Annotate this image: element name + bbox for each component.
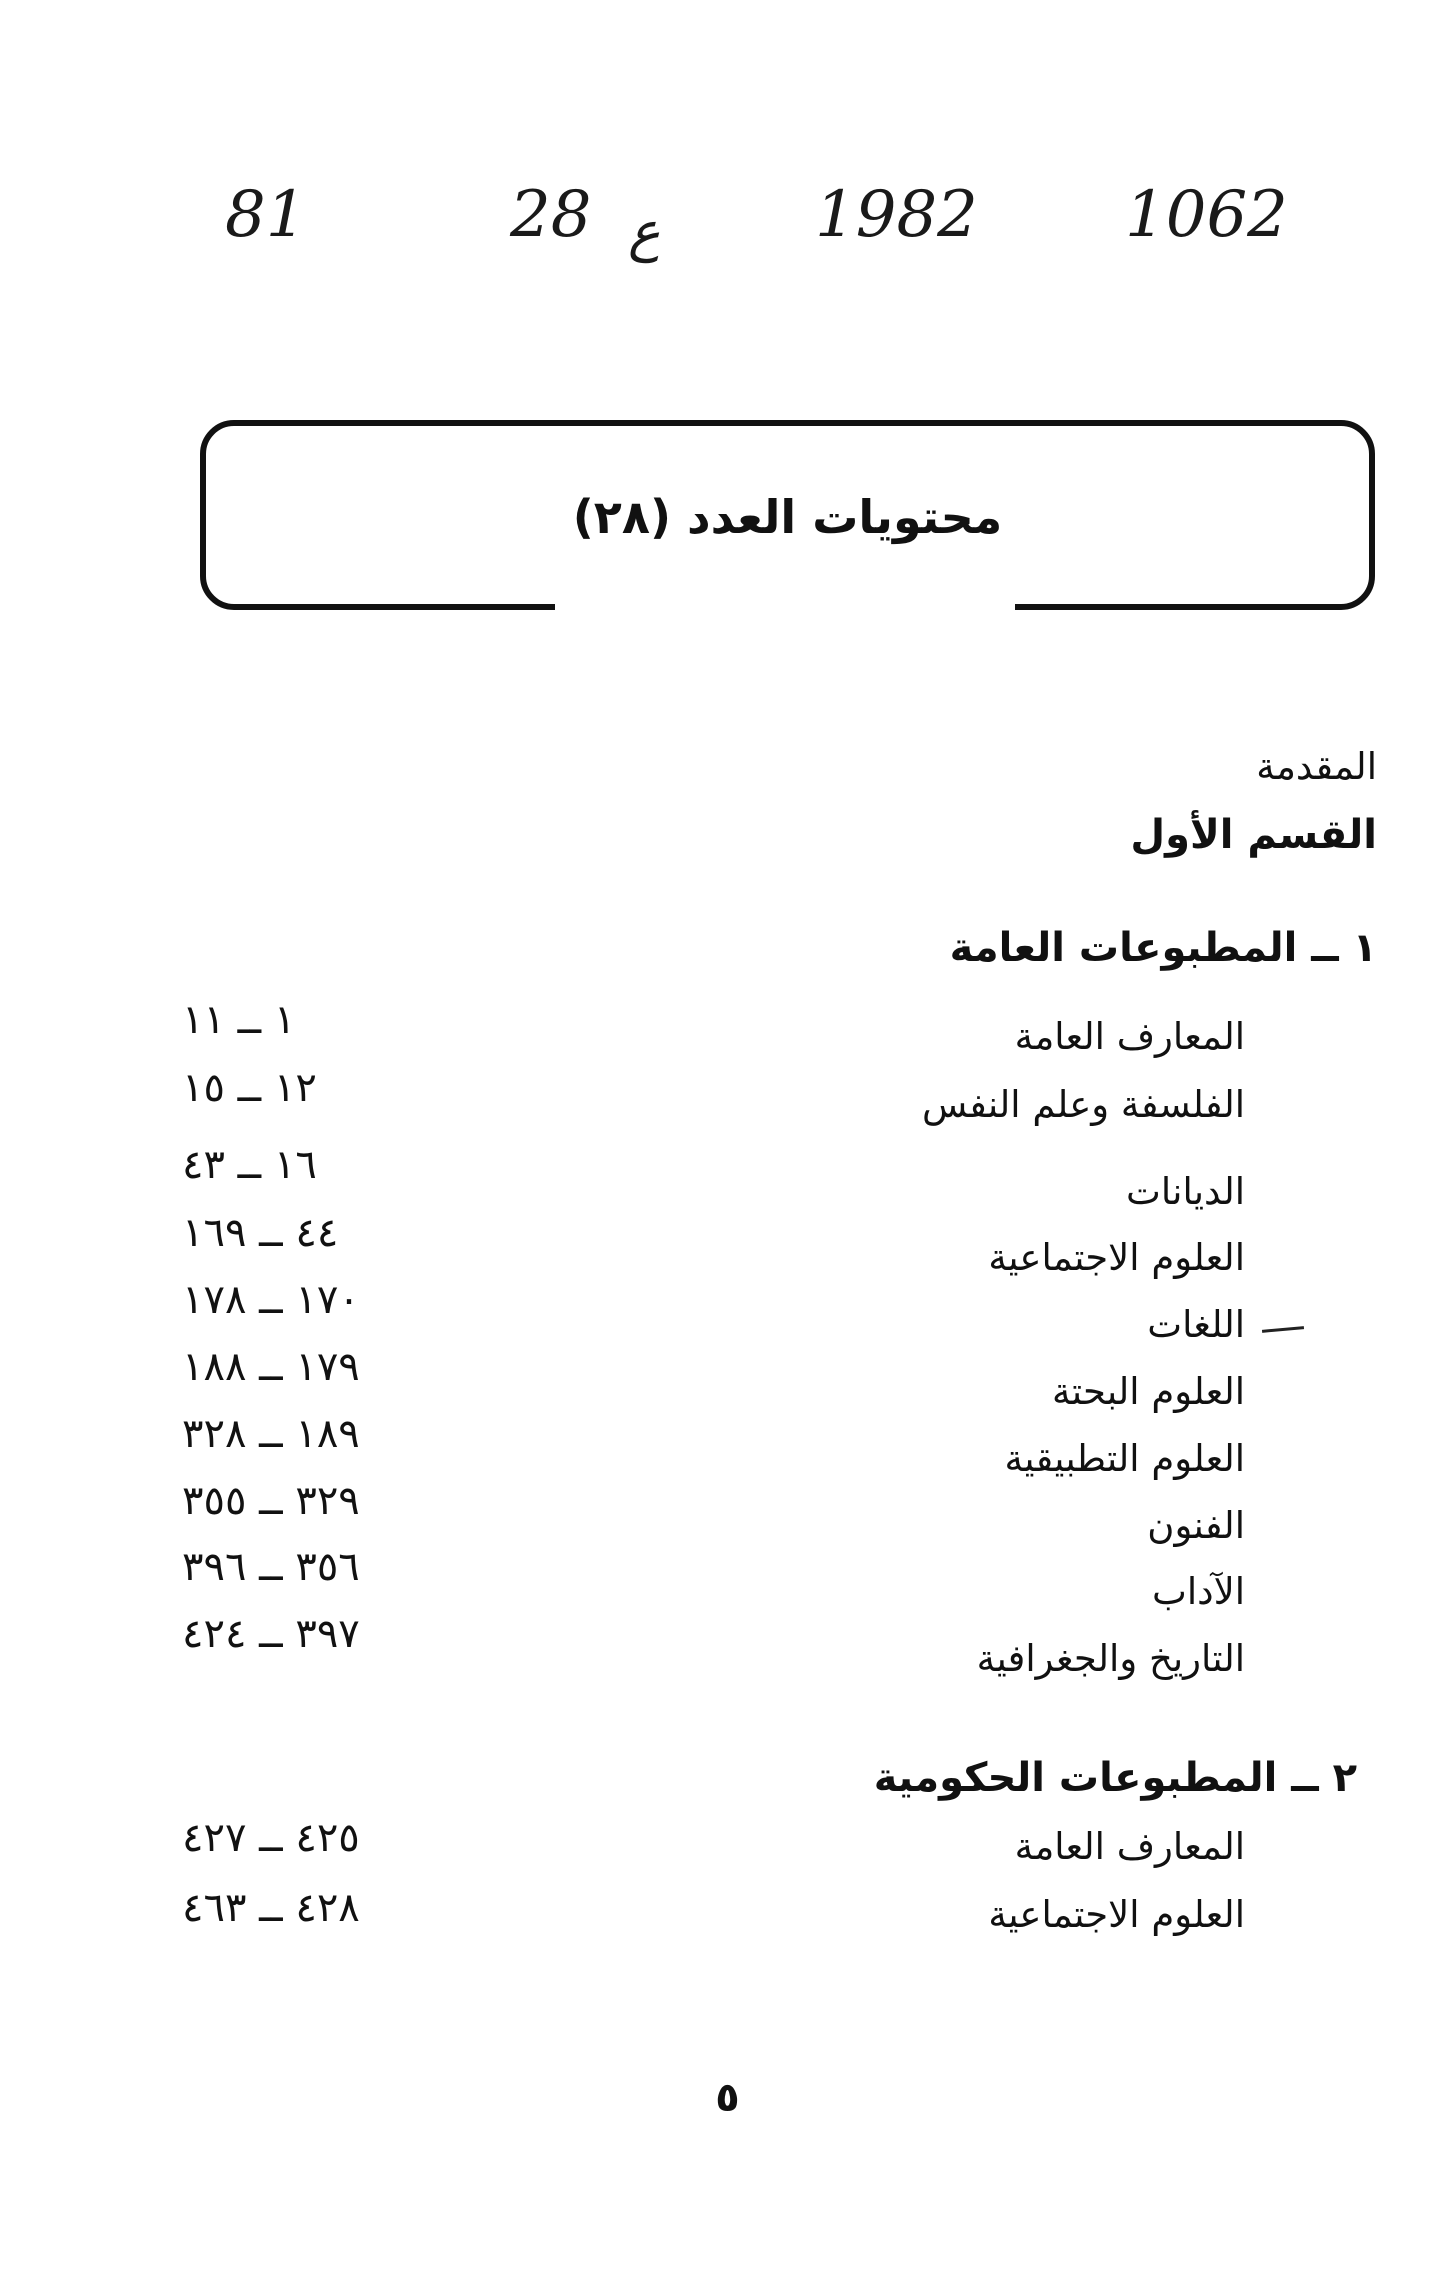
toc-page-range: ١٨٩ ــ ٣٢٨: [182, 1411, 360, 1457]
toc-row: [0, 1815, 1455, 1885]
toc-entry-label: الديانات: [1126, 1170, 1245, 1213]
toc-page-range: ١٦ ــ ٤٣: [182, 1142, 317, 1188]
toc-page-range: ٤٢٥ ــ ٤٢٧: [182, 1815, 360, 1861]
toc-page-range: ١٧٩ ــ ١٨٨: [182, 1344, 360, 1390]
page-number: ٥: [715, 2075, 740, 2121]
toc-entry-label: العلوم التطبيقية: [1004, 1437, 1245, 1480]
toc-entry-label: الفنون: [1147, 1504, 1245, 1547]
toc-entry-label: العلوم البحتة: [1051, 1370, 1245, 1413]
toc-page-range: ٤٤ ــ ١٦٩: [182, 1210, 339, 1256]
intro-entry: المقدمة: [1256, 745, 1377, 788]
handwritten-note-part: 28: [510, 178, 592, 252]
section-heading: القسم الأول: [1130, 812, 1377, 858]
toc-page-range: ٤٢٨ ــ ٤٦٣: [182, 1885, 360, 1931]
toc-row: [0, 1611, 1455, 1697]
toc-entry-label: العلوم الاجتماعية: [988, 1236, 1245, 1279]
group-heading: ٢ ــ المطبوعات الحكومية: [873, 1755, 1357, 1801]
toc-page-range: ٣٢٩ ــ ٣٥٥: [182, 1478, 360, 1524]
toc-entry-label: الآداب: [1152, 1570, 1245, 1613]
toc-row: [0, 1065, 1455, 1143]
toc-entry-label: التاريخ والجغرافية: [976, 1637, 1245, 1680]
title-frame-gap: [555, 600, 1015, 618]
toc-page-range: ٣٩٧ ــ ٤٢٤: [182, 1611, 360, 1657]
toc-entry-label: الفلسفة وعلم النفس: [921, 1083, 1245, 1126]
toc-page-range: ١٧٠ ــ ١٧٨: [182, 1277, 360, 1323]
handwritten-note-part: 1982: [815, 178, 978, 252]
toc-entry-label: اللغات: [1147, 1303, 1245, 1346]
toc-row: [0, 1885, 1455, 1953]
toc-entry-label: العلوم الاجتماعية: [988, 1893, 1245, 1936]
group-heading: ١ ــ المطبوعات العامة: [949, 925, 1377, 971]
toc-entry-label: المعارف العامة: [1014, 1015, 1245, 1058]
toc-page-range: ٣٥٦ ــ ٣٩٦: [182, 1544, 360, 1590]
page-title: محتويات العدد (٢٨): [572, 490, 1003, 544]
handwritten-note-part: ع: [628, 200, 661, 263]
handwritten-note-part: 81: [225, 178, 307, 252]
toc-entry-label: المعارف العامة: [1014, 1825, 1245, 1868]
toc-page-range: ١٢ ــ ١٥: [182, 1065, 317, 1111]
handwritten-note-part: 1062: [1125, 178, 1288, 252]
toc-page-range: ١ ــ ١١: [182, 997, 296, 1043]
